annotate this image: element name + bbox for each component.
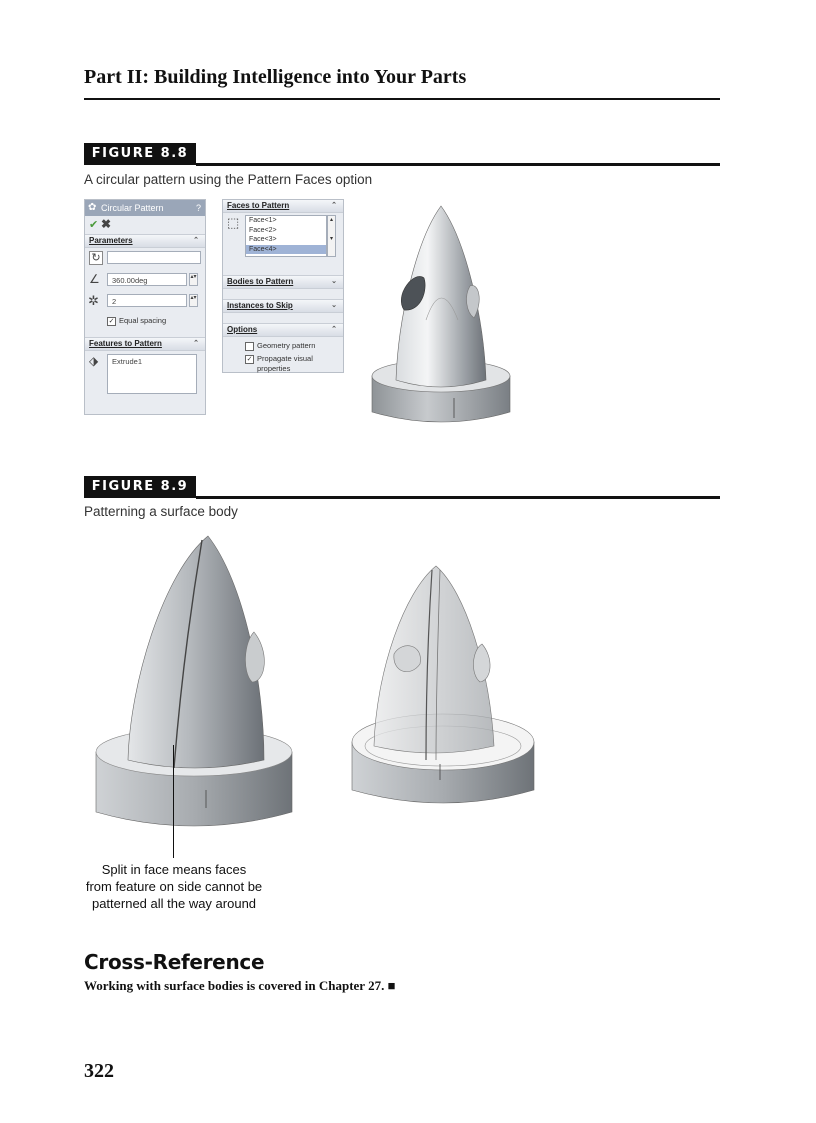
collapse-icon: ⌃ [193,237,199,244]
propagate-visual-checkbox[interactable]: ✓ [246,355,253,363]
cross-reference-text [84,978,395,994]
face-cube-icon: ⬚ [227,215,240,230]
figure-8-8-cone-model [366,200,516,430]
axis-direction-icon[interactable]: ↻ [89,251,103,265]
angle-spinner[interactable]: ▴▾ [189,273,198,286]
propagate-visual-label: Propagate visual [257,354,313,363]
ok-check-icon[interactable]: ✔ [89,219,99,231]
equal-spacing-checkbox[interactable]: ✓ [108,317,115,325]
figure-8-9-models [94,532,554,852]
collapse-icon: ⌃ [331,326,337,333]
propagate-visual-label-2: properties [257,363,291,373]
section-options-label: Options [227,325,258,334]
panel-title-bar [85,200,205,216]
cancel-x-icon[interactable]: ✖ [101,217,112,231]
angle-input[interactable]: 360.00deg [107,273,187,286]
equal-spacing-option[interactable] [107,316,166,326]
face-item[interactable]: Face<2> [249,226,277,234]
page-number: 322 [84,1060,114,1082]
options-body [223,337,343,377]
figure-8-9-caption: Patterning a surface body [84,504,238,519]
running-head: Part II: Building Intelligence into Your Parts [84,66,467,88]
expand-icon: ⌄ [331,302,337,309]
section-faces-label: Faces to Pattern [227,201,290,210]
propagate-visual-option[interactable] [245,354,313,373]
figure-8-8-caption: A circular pattern using the Pattern Faces option [84,172,373,187]
cross-reference-body: Working with surface bodies is covered in Chapter 27. [84,978,385,993]
geometry-pattern-checkbox[interactable] [245,342,254,351]
circular-pattern-panel [84,199,206,415]
header-rule [84,98,720,100]
circular-pattern-icon: ✿ [88,202,97,213]
instances-spinner[interactable]: ▴▾ [189,294,198,307]
callout-line: Split in face means faces [101,862,247,877]
feature-icon: ⬗ [89,354,99,368]
geometry-pattern-option[interactable] [245,341,315,351]
instances-input[interactable]: 2 [107,294,187,307]
solid-model-cone [128,536,264,768]
geometry-pattern-label: Geometry pattern [257,341,316,350]
callout-leader-line [173,745,174,858]
callout-line: patterned all the way around [91,896,257,911]
angle-icon: ∠ [89,272,100,286]
parameters-body [85,248,205,337]
section-options[interactable] [223,323,343,337]
faces-scrollbar[interactable]: ▴ ▾ [327,215,336,257]
figure-8-9-callout [74,861,274,912]
section-instances-to-skip[interactable] [223,299,343,313]
features-body [85,351,205,411]
section-instances-skip-label: Instances to Skip [227,301,293,310]
collapse-icon: ⌃ [331,202,337,209]
figure-8-9-label: FIGURE 8.9 [84,476,196,498]
features-list[interactable]: Extrude1 [107,354,197,394]
cross-reference-title: Cross-Reference [84,950,265,974]
figure-8-9-rule [196,496,720,499]
axis-field[interactable] [107,251,201,264]
ok-cancel-row [85,216,205,234]
section-features-to-pattern[interactable] [85,337,205,351]
section-parameters[interactable] [85,234,205,248]
end-mark-icon: ■ [387,978,396,993]
figure-8-8-label: FIGURE 8.8 [84,143,196,165]
section-faces-to-pattern[interactable] [223,200,343,213]
instances-icon: ✲ [88,293,99,308]
face-item-selected[interactable]: Face<4> [246,245,326,255]
faces-list[interactable] [245,215,327,257]
section-bodies-label: Bodies to Pattern [227,277,294,286]
faces-panel [222,199,344,373]
panel-title: Circular Pattern [101,203,164,213]
face-item[interactable]: Face<1> [249,217,277,224]
face-item[interactable]: Face<3> [249,236,277,243]
figure-8-8-rule [196,163,720,166]
equal-spacing-label: Equal spacing [119,316,167,325]
expand-icon: ⌄ [331,278,337,285]
help-button[interactable]: ? [195,203,201,213]
callout-line: from feature on side cannot be [85,879,263,894]
faces-body [223,213,343,261]
section-bodies-to-pattern[interactable] [223,275,343,289]
section-parameters-label: Parameters [89,236,133,245]
collapse-icon: ⌃ [193,340,199,347]
section-features-label: Features to Pattern [89,339,162,348]
